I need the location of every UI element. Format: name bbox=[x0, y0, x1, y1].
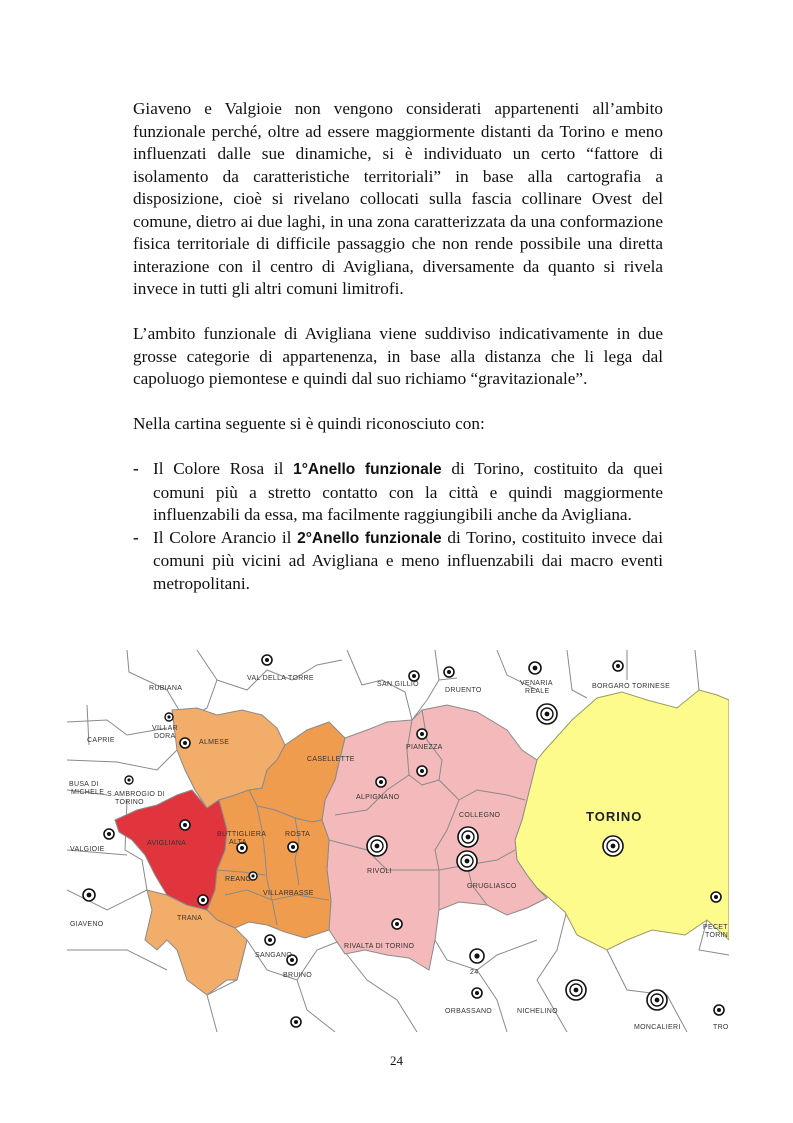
map-label: S.AMBROGIO DI bbox=[107, 791, 165, 798]
bullet-dash: - bbox=[133, 459, 139, 478]
map-label: REALE bbox=[525, 688, 550, 695]
city-marker-icon bbox=[647, 990, 667, 1010]
map-label: REANO bbox=[225, 876, 252, 883]
city-marker-icon bbox=[367, 836, 387, 856]
map-label: TRO bbox=[713, 1024, 729, 1031]
map-label: PIANEZZA bbox=[406, 744, 443, 751]
map-label: VILLARBASSE bbox=[263, 890, 314, 897]
city-marker-icon bbox=[458, 827, 478, 847]
page-number: 24 bbox=[390, 1053, 403, 1068]
city-marker-icon bbox=[392, 919, 402, 929]
map-label: DORA bbox=[154, 733, 176, 740]
bullet-emphasis: 2°Anello funzionale bbox=[297, 529, 442, 547]
map-label: ALPIGNANO bbox=[356, 794, 400, 801]
body-text bbox=[133, 98, 663, 595]
city-marker-icon bbox=[83, 889, 95, 901]
paragraph-giaveno: Giaveno e Valgioie non vengono considerati appartenenti all’ambito funzionale perché, oltre ad essere maggiormente distanti da Torino e meno influenzati dalle sue dinamiche, si è individuato un certo “fattore di isolamento da caratteristiche territoriali” in base alla cartografia a disposizione, cioè si rivelano collocati sulla fascia collinare Ovest del comune, dietro ai due laghi, in una zona caratterizzata da una conformazione fisica territoriale di difficile passaggio che non rende possibile una diretta interazione con il centro di Avigliana, diversamente da quanto si rivela invece in tutti gli altri comuni limitrofi. bbox=[133, 99, 663, 298]
city-marker-icon bbox=[529, 662, 541, 674]
map-label: NICHELINO bbox=[517, 1008, 558, 1015]
city-marker-icon bbox=[262, 655, 272, 665]
city-marker-icon bbox=[180, 738, 190, 748]
bullet-rosa bbox=[133, 458, 663, 527]
bullet-text: di Torino, costituito da quei comuni più a stretto contatto con la città e quindi maggiormente influenzabili da essa, ma facilmente raggiungibili anche da Avigliana. bbox=[153, 459, 663, 524]
map-label: BORGARO TORINESE bbox=[592, 683, 671, 690]
map-label: DRUENTO bbox=[445, 687, 482, 694]
map-label: ROSTA bbox=[285, 831, 311, 838]
city-marker-icon bbox=[613, 661, 623, 671]
map-label: ALMESE bbox=[199, 739, 230, 746]
city-marker-icon bbox=[537, 704, 557, 724]
map-label: TORINO bbox=[115, 799, 144, 806]
city-marker-icon bbox=[711, 892, 721, 902]
city-marker-icon bbox=[444, 667, 454, 677]
city-marker-icon bbox=[376, 777, 386, 787]
map-label: MICHELE bbox=[71, 789, 105, 796]
city-marker-icon bbox=[291, 1017, 301, 1027]
map-label: GIAVENO bbox=[70, 921, 104, 928]
map-label: SANGANO bbox=[255, 952, 293, 959]
city-marker-icon bbox=[417, 729, 427, 739]
city-marker-icon bbox=[417, 766, 427, 776]
city-marker-icon bbox=[180, 820, 190, 830]
map-label: VAL DELLA TORRE bbox=[247, 675, 314, 682]
municipality-map bbox=[67, 650, 729, 1032]
city-marker-icon bbox=[603, 836, 623, 856]
city-marker-icon bbox=[566, 980, 586, 1000]
city-marker-icon bbox=[472, 988, 482, 998]
map-label: CAPRIE bbox=[87, 737, 115, 744]
map-label: TRANA bbox=[177, 915, 203, 922]
map-label: RIVOLI bbox=[367, 868, 392, 875]
map-label: VILLAR bbox=[152, 725, 178, 732]
bullet-text: Il Colore Arancio il bbox=[153, 527, 298, 547]
map-label: RUBIANA bbox=[149, 685, 183, 692]
bullet-dash: - bbox=[133, 527, 139, 547]
map-label: SAN GILLIO bbox=[377, 681, 419, 688]
map-label-torino: TORINO bbox=[586, 809, 643, 824]
map-label: RIVALTA DI TORINO bbox=[344, 943, 415, 950]
city-marker-icon bbox=[409, 671, 419, 681]
map-label: MONCALIERI bbox=[634, 1024, 681, 1031]
paragraph-ambito: L’ambito funzionale di Avigliana viene suddiviso indicativamente in due grosse categorie di appartenenza, in base alla distanza che li lega dal capoluogo piemontese e quindi dal suo richiamo “gravitazionale”. bbox=[133, 324, 663, 388]
city-marker-icon bbox=[288, 842, 298, 852]
map-label: PECET bbox=[703, 924, 728, 931]
map-label: GRUGLIASCO bbox=[467, 883, 517, 890]
bullet-text: Il Colore Rosa il bbox=[153, 459, 294, 478]
map-label: COLLEGNO bbox=[459, 812, 501, 819]
map-label: 24 bbox=[470, 969, 479, 976]
map-label: BUSA DI bbox=[69, 781, 99, 788]
paragraph-cartina: Nella cartina seguente si è quindi riconosciuto con: bbox=[133, 414, 485, 433]
map-label: VALGIOIE bbox=[70, 846, 105, 853]
bullet-arancio bbox=[133, 527, 663, 596]
map-label: BUTTIGLIERA bbox=[217, 831, 267, 838]
map-label: TORIN bbox=[705, 932, 729, 939]
map-label: CASELLETTE bbox=[307, 756, 355, 763]
map-label: VENARIA bbox=[520, 680, 553, 687]
city-marker-icon bbox=[125, 776, 133, 784]
city-marker-icon bbox=[457, 851, 477, 871]
map-label: AVIGLIANA bbox=[147, 840, 187, 847]
city-marker-icon bbox=[265, 935, 275, 945]
city-marker-icon bbox=[198, 895, 208, 905]
map-svg bbox=[67, 650, 729, 1032]
city-marker-icon bbox=[470, 949, 484, 963]
map-label: ALTA bbox=[229, 839, 247, 846]
map-label: BRUINO bbox=[283, 972, 313, 979]
map-label: ORBASSANO bbox=[445, 1008, 493, 1015]
city-marker-icon bbox=[714, 1005, 724, 1015]
city-marker-icon bbox=[104, 829, 114, 839]
bullet-emphasis: 1°Anello funzionale bbox=[293, 461, 442, 478]
bullet-text: di Torino, costituito invece dai comuni più vicini ad Avigliana e meno influenzabili dai macro eventi metropolitani. bbox=[153, 527, 663, 593]
city-marker-icon bbox=[165, 713, 173, 721]
